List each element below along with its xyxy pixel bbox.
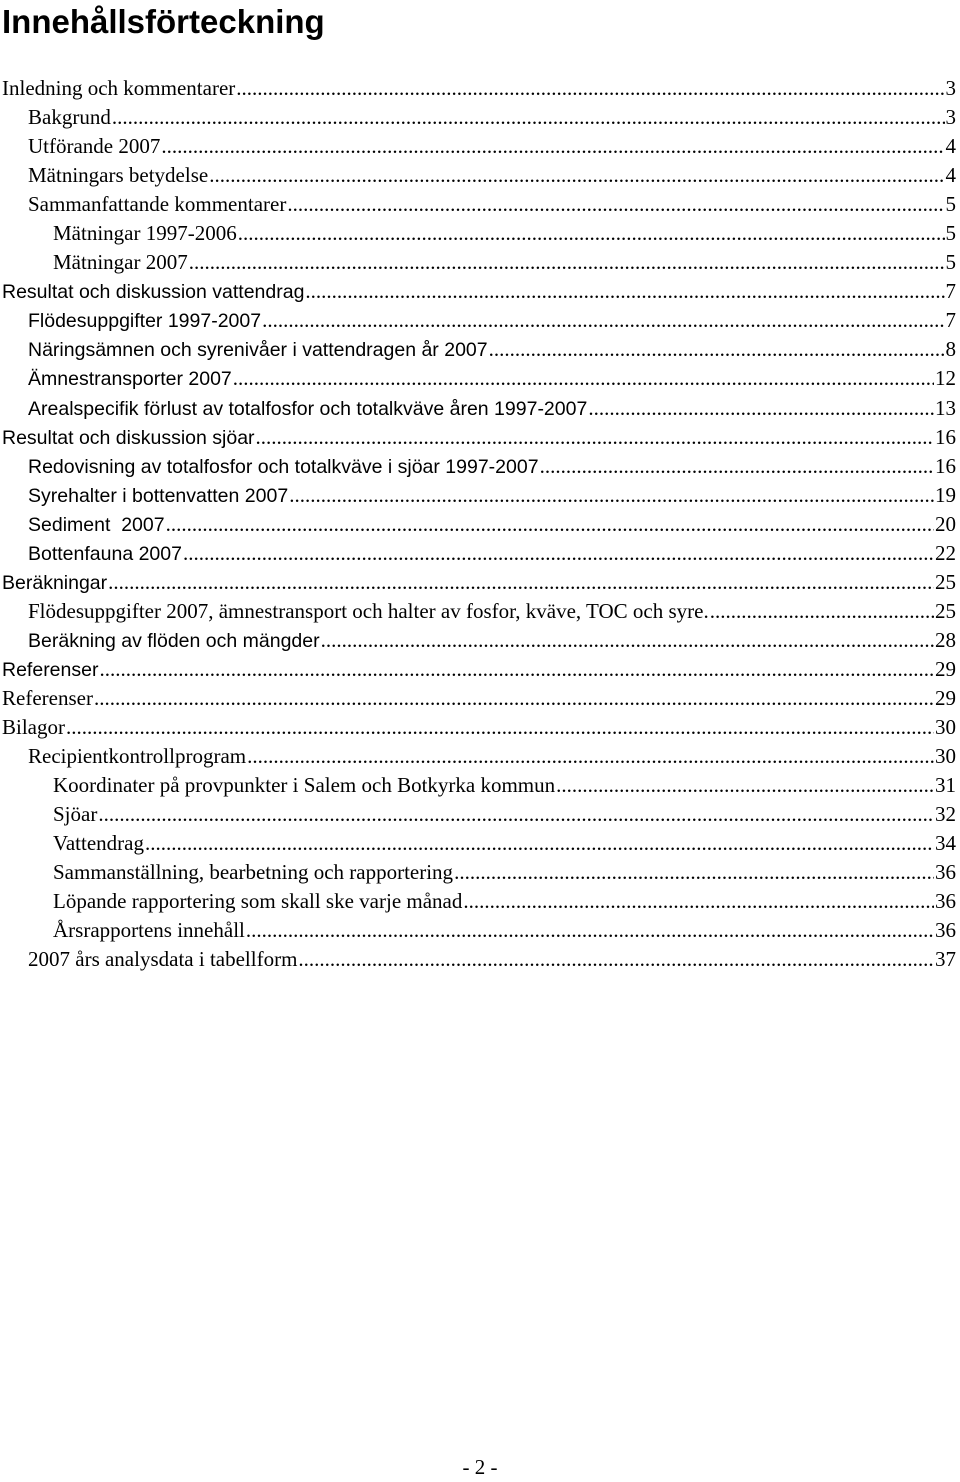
toc-entry-page: 5 — [945, 192, 956, 217]
toc-entry-page: 31 — [935, 773, 956, 798]
toc-entry[interactable] — [0, 277, 956, 306]
toc-entry-label: Syrehalter i bottenvatten 2007 — [28, 484, 289, 507]
page-number: - 2 - — [462, 1455, 498, 1479]
toc-leader-dots — [287, 190, 944, 219]
toc-leader-dots — [540, 452, 934, 481]
toc-entry[interactable] — [0, 771, 956, 800]
toc-entry-page: 36 — [935, 918, 956, 943]
toc-entry[interactable] — [0, 364, 956, 393]
toc-entry-label: Inledning och kommentarer — [2, 76, 236, 100]
toc-entry-page: 5 — [945, 221, 956, 246]
toc-entry[interactable] — [0, 190, 956, 219]
toc-entry[interactable] — [0, 161, 956, 190]
toc-entry-page: 29 — [935, 656, 956, 681]
toc-entry-label: Bakgrund — [28, 105, 111, 130]
toc-entry[interactable] — [0, 132, 956, 161]
toc-leader-dots — [189, 248, 945, 277]
toc-leader-dots — [236, 74, 944, 103]
toc-entry-page: 37 — [935, 947, 956, 972]
toc-entry-page: 4 — [945, 134, 956, 159]
toc-entry-page: 16 — [935, 424, 956, 449]
toc-entry-label: Sjöar — [53, 802, 98, 827]
toc-entry-page: 20 — [935, 511, 956, 536]
toc-entry-label: Redovisning av totalfosfor och totalkväve i sjöar 1997-2007 — [28, 455, 539, 478]
toc-entry[interactable] — [0, 597, 956, 626]
toc-entry-label: Utförande 2007 — [28, 134, 161, 159]
toc-leader-dots — [108, 568, 934, 597]
toc-entry-page: 3 — [945, 105, 956, 130]
table-of-contents — [0, 74, 960, 974]
toc-entry-page: 4 — [945, 163, 956, 188]
toc-entry-label: Årsrapportens innehåll — [53, 918, 245, 943]
toc-entry-page: 7 — [945, 279, 956, 304]
toc-entry-page: 30 — [935, 715, 956, 740]
toc-leader-dots — [305, 277, 944, 306]
toc-entry-label: Mätningar 1997-2006 — [53, 221, 237, 246]
toc-entry-label: Sediment 2007 — [28, 513, 165, 536]
toc-entry-page: 16 — [935, 453, 956, 478]
page-title: Innehållsförteckning — [2, 3, 325, 40]
toc-entry-page: 5 — [945, 250, 956, 275]
toc-entry-label: Referenser — [2, 685, 93, 710]
toc-entry-page: 34 — [935, 831, 956, 856]
toc-entry[interactable] — [0, 510, 956, 539]
toc-entry-label: Referenser — [2, 658, 99, 681]
toc-entry-label: Bottenfauna 2007 — [28, 542, 182, 565]
toc-entry-label: Löpande rapportering som skall ske varje månad — [53, 889, 463, 914]
toc-leader-dots — [166, 510, 934, 539]
toc-leader-dots — [289, 481, 934, 510]
toc-entry[interactable] — [0, 539, 956, 568]
toc-entry-page: 19 — [935, 482, 956, 507]
toc-leader-dots — [247, 742, 934, 771]
toc-leader-dots — [238, 219, 945, 248]
toc-entry-label: Mätningar 2007 — [53, 250, 188, 275]
toc-entry-page: 25 — [935, 569, 956, 594]
toc-entry-label: Beräkningar — [2, 571, 108, 594]
toc-entry-page: 22 — [935, 540, 956, 565]
toc-entry-label: Flödesuppgifter 2007, ämnestransport och halter av fosfor, kväve, TOC och syre. — [28, 598, 709, 623]
toc-entry[interactable] — [0, 248, 956, 277]
toc-entry-page: 36 — [935, 889, 956, 914]
toc-entry-label: Koordinater på provpunkter i Salem och Botkyrka kommun — [53, 773, 556, 798]
toc-entry-page: 13 — [935, 395, 956, 420]
toc-entry[interactable] — [0, 103, 956, 132]
toc-entry[interactable] — [0, 74, 956, 103]
toc-entry-label: Ämnestransporter 2007 — [28, 368, 232, 391]
toc-leader-dots — [489, 335, 945, 364]
toc-entry-label: Resultat och diskussion sjöar — [2, 426, 255, 449]
toc-entry-page: 25 — [935, 598, 956, 623]
toc-entry-page: 7 — [945, 308, 956, 333]
toc-entry[interactable] — [0, 626, 956, 655]
toc-entry-page: 8 — [945, 337, 956, 362]
toc-entry-page: 36 — [935, 860, 956, 885]
toc-leader-dots — [183, 539, 934, 568]
toc-leader-dots — [556, 771, 934, 800]
toc-entry[interactable] — [0, 568, 956, 597]
toc-entry[interactable] — [0, 713, 956, 742]
toc-leader-dots — [145, 829, 934, 858]
toc-leader-dots — [98, 800, 934, 829]
toc-entry-label: Resultat och diskussion vattendrag — [2, 281, 305, 304]
toc-entry-label: Recipientkontrollprogram — [28, 744, 247, 769]
toc-entry[interactable] — [0, 858, 956, 887]
toc-leader-dots — [463, 887, 934, 916]
toc-entry[interactable] — [0, 306, 956, 335]
toc-leader-dots — [209, 161, 944, 190]
toc-leader-dots — [298, 945, 934, 974]
toc-entry-label: Flödesuppgifter 1997-2007 — [28, 310, 262, 333]
toc-entry-label: Vattendrag — [53, 831, 144, 856]
toc-leader-dots — [321, 626, 934, 655]
toc-entry[interactable] — [0, 394, 956, 423]
toc-entry-page: 3 — [945, 76, 956, 100]
toc-entry-label: Arealspecifik förlust av totalfosfor och totalkväve åren 1997-2007 — [28, 397, 588, 420]
toc-entry[interactable] — [0, 800, 956, 829]
toc-entry-page: 28 — [935, 627, 956, 652]
toc-leader-dots — [246, 916, 934, 945]
toc-leader-dots — [710, 597, 934, 626]
toc-entry[interactable] — [0, 481, 956, 510]
toc-entry[interactable] — [0, 452, 956, 481]
toc-entry[interactable] — [0, 655, 956, 684]
toc-entry-label: Bilagor — [2, 715, 65, 740]
toc-entry-label: Näringsämnen och syrenivåer i vattendragen år 2007 — [28, 339, 488, 362]
toc-entry-label: Mätningars betydelse — [28, 163, 209, 188]
toc-entry[interactable] — [0, 684, 956, 713]
toc-entry-page: 30 — [935, 744, 956, 769]
toc-entry[interactable] — [0, 829, 956, 858]
toc-leader-dots — [588, 394, 934, 423]
toc-entry-page: 12 — [935, 366, 956, 391]
toc-leader-dots — [262, 306, 944, 335]
toc-entry[interactable] — [0, 945, 956, 974]
toc-leader-dots — [94, 684, 934, 713]
toc-entry-label: Sammanfattande kommentarer — [28, 192, 287, 217]
toc-leader-dots — [66, 713, 934, 742]
toc-leader-dots — [233, 364, 934, 393]
toc-entry[interactable] — [0, 219, 956, 248]
toc-entry[interactable] — [0, 423, 956, 452]
toc-entry[interactable] — [0, 887, 956, 916]
toc-leader-dots — [454, 858, 934, 887]
toc-entry-label: Sammanställning, bearbetning och rapportering — [53, 860, 454, 885]
toc-entry-page: 32 — [935, 802, 956, 827]
toc-leader-dots — [161, 132, 944, 161]
toc-entry-label: Beräkning av flöden och mängder — [28, 629, 320, 652]
toc-entry-label: 2007 års analysdata i tabellform — [28, 947, 298, 972]
toc-leader-dots — [99, 655, 934, 684]
toc-entry-page: 29 — [935, 685, 956, 710]
toc-leader-dots — [256, 423, 934, 452]
toc-entry[interactable] — [0, 916, 956, 945]
toc-entry[interactable] — [0, 742, 956, 771]
toc-entry[interactable] — [0, 335, 956, 364]
toc-leader-dots — [112, 103, 945, 132]
